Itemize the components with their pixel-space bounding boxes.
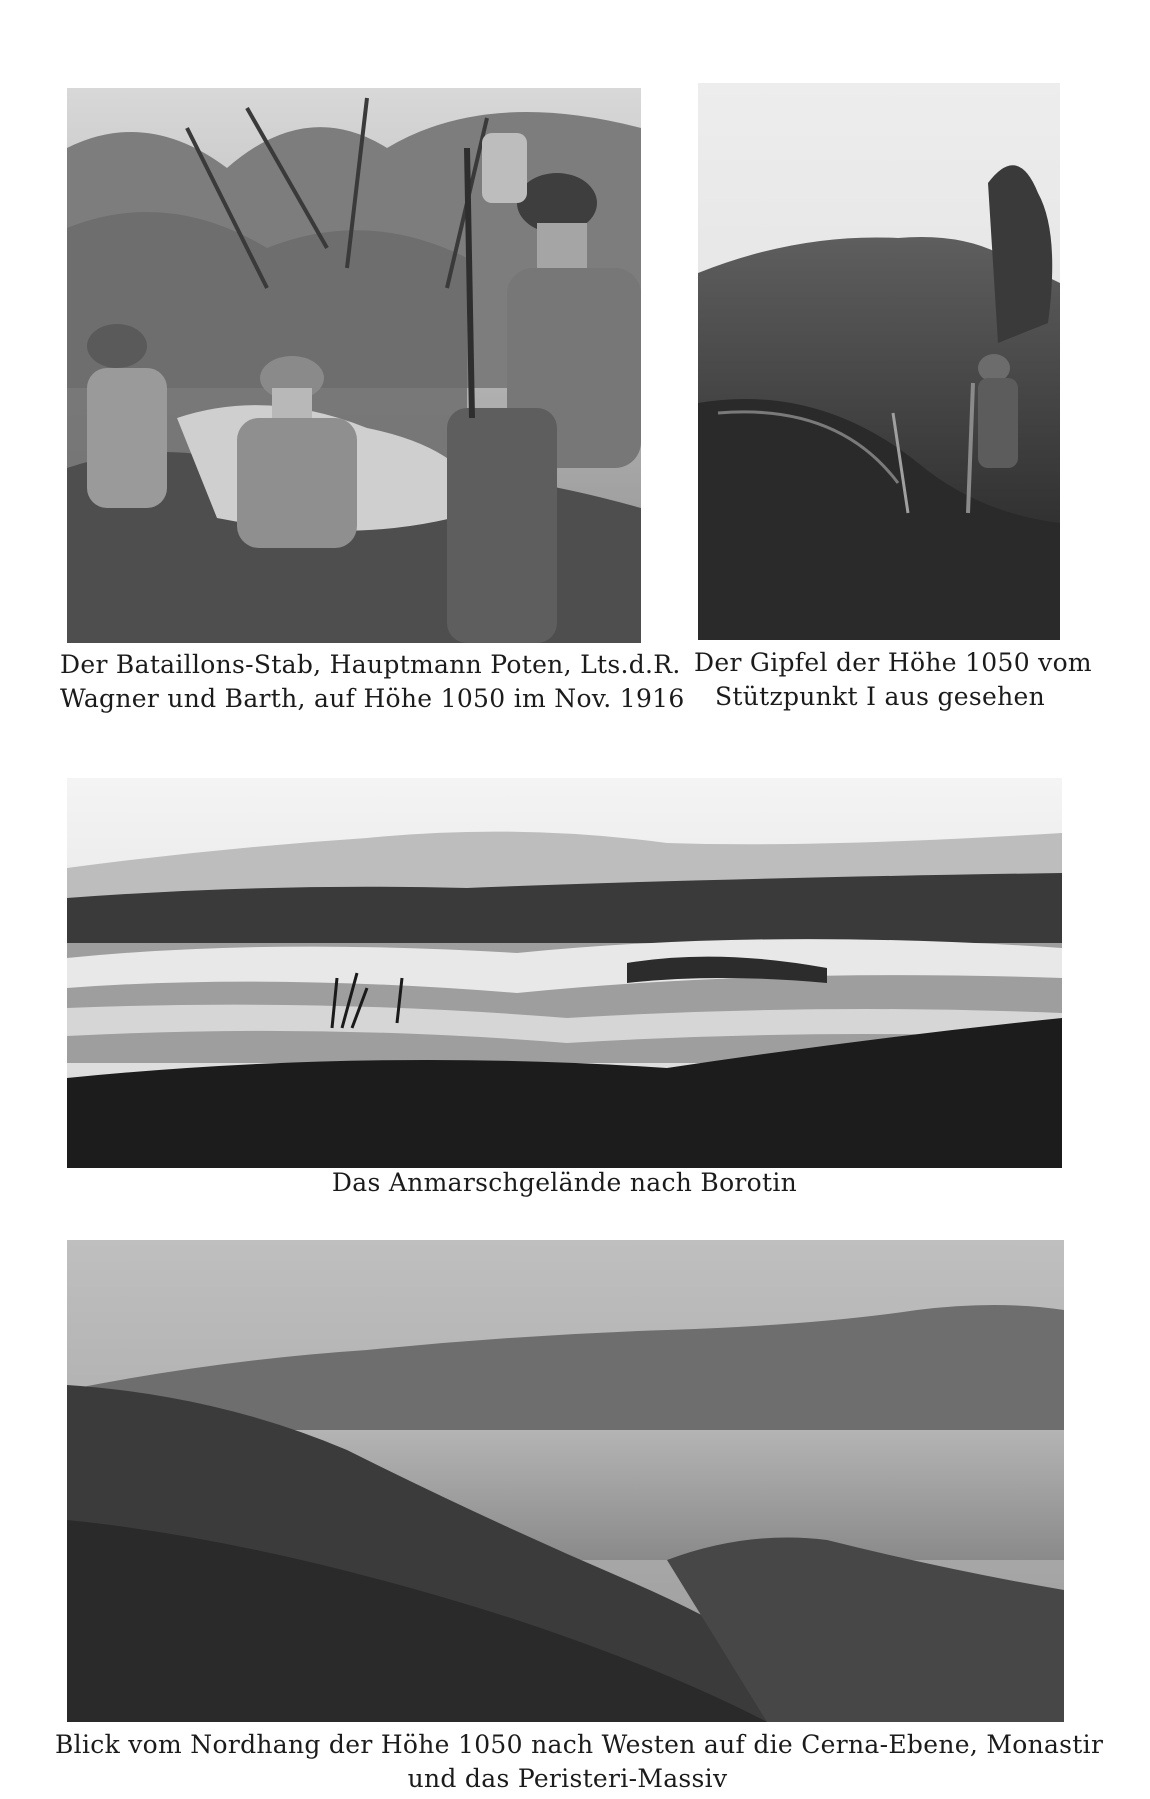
caption-approach-terrain — [67, 1166, 1062, 1200]
caption-line: Der Gipfel der Höhe 1050 vom — [694, 648, 1092, 677]
view-west-image — [67, 1240, 1064, 1722]
caption-line: Wagner und Barth, auf Höhe 1050 im Nov. 1916 — [60, 684, 685, 713]
battalion-staff-image — [67, 88, 641, 643]
photo-approach-terrain-borotin — [67, 778, 1062, 1168]
approach-terrain-image — [67, 778, 1062, 1168]
photo-summit-height-1050 — [698, 83, 1060, 640]
photo-view-west-cerna-plain — [67, 1240, 1064, 1722]
caption-line: Blick vom Nordhang der Höhe 1050 nach Westen auf die Cerna-Ebene, Monastir — [55, 1730, 1104, 1759]
caption-line: Das Anmarschgelände nach Borotin — [331, 1168, 798, 1197]
caption-line: und das Peristeri-Massiv — [407, 1764, 728, 1793]
photo-battalion-staff — [67, 88, 641, 643]
caption-summit — [694, 646, 1092, 714]
summit-image — [698, 83, 1060, 640]
caption-line: Der Bataillons-Stab, Hauptmann Poten, Lts.d.R. — [60, 650, 681, 679]
caption-view-west — [55, 1728, 1104, 1796]
caption-battalion-staff — [60, 648, 685, 716]
caption-line: Stützpunkt I aus gesehen — [714, 682, 1046, 711]
